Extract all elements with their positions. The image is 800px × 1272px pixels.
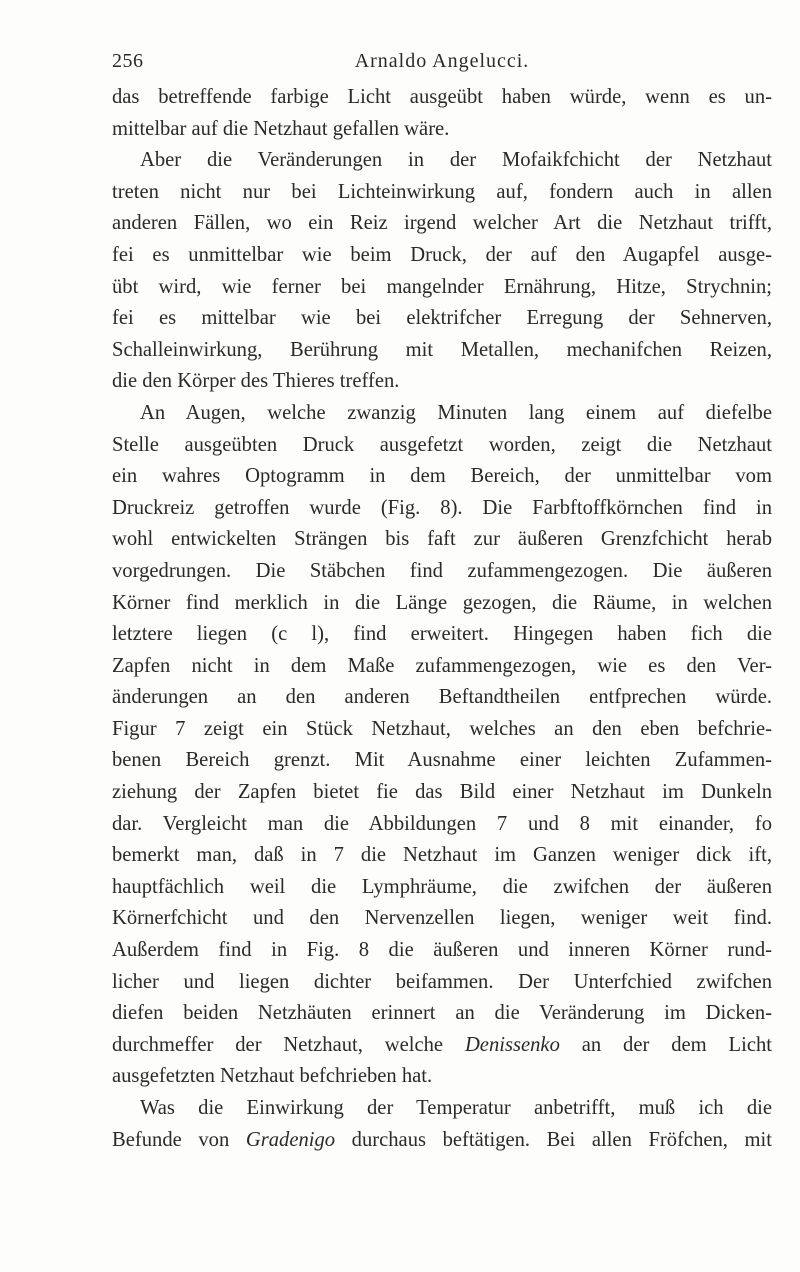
text-segment: an der dem Licht: [559, 1033, 772, 1056]
text-line: mittelbar auf die Netzhaut gefallen wäre.: [112, 117, 450, 140]
body-text: [112, 82, 772, 1156]
text-line: hauptfächlich weil die Lymphräume, die zwifchen der äußeren: [112, 875, 772, 898]
text-line: Figur 7 zeigt ein Stück Netzhaut, welches an den eben befchrie-: [112, 717, 772, 740]
text-line: Druckreiz getroffen wurde (Fig. 8). Die Farbftoffkörnchen find in: [112, 496, 772, 519]
text-line: anderen Fällen, wo ein Reiz irgend welcher Art die Netzhaut trifft,: [112, 212, 772, 235]
text-line: letztere liegen (c l), find erweitert. Hingegen haben fich die: [112, 623, 772, 646]
text-line: Schalleinwirkung, Berührung mit Metallen, mechanifchen Reizen,: [112, 338, 772, 361]
text-line: bemerkt man, daß in 7 die Netzhaut im Ganzen weniger dick ift,: [112, 844, 772, 867]
text-line: Stelle ausgeübten Druck ausgefetzt worden, zeigt die Netzhaut: [112, 433, 772, 456]
text-segment: durchaus beftätigen. Bei allen Fröfchen, mit: [335, 1128, 772, 1151]
text-line: das betreffende farbige Licht ausgeübt haben würde, wenn es un-: [112, 86, 772, 108]
text-line: Außerdem find in Fig. 8 die äußeren und inneren Körner rund-: [112, 939, 772, 962]
text-line: fei es unmittelbar wie beim Druck, der auf den Augapfel ausge-: [112, 243, 772, 266]
text-line: ausgefetzten Netzhaut befchrieben hat.: [112, 1065, 433, 1088]
text-line: Körner find merklich in die Länge gezogen, die Räume, in welchen: [112, 591, 772, 614]
text-line: vorgedrungen. Die Stäbchen find zufammengezogen. Die äußeren: [112, 559, 772, 582]
text-line: wohl entwickelten Strängen bis faft zur äußeren Grenzfchicht herab: [112, 528, 772, 551]
text-line: fei es mittelbar wie bei elektrifcher Erregung der Sehnerven,: [112, 307, 772, 330]
text-line: übt wird, wie ferner bei mangelnder Ernährung, Hitze, Strychnin;: [112, 275, 772, 298]
running-head: Arnaldo Angelucci.: [354, 50, 530, 72]
text-line: ziehung der Zapfen bietet fie das Bild einer Netzhaut im Dunkeln: [112, 781, 772, 804]
text-line: Aber die Veränderungen in der Mofaikfchicht der Netzhaut: [140, 149, 772, 172]
text-line: treten nicht nur bei Lichteinwirkung auf, fondern auch in allen: [112, 180, 772, 203]
text-line: Körnerfchicht und den Nervenzellen liegen, weniger weit find.: [112, 907, 772, 930]
text-line: benen Bereich grenzt. Mit Ausnahme einer leichten Zufammen-: [112, 749, 772, 772]
text-line: diefen beiden Netzhäuten erinnert an die Veränderung im Dicken-: [112, 1002, 772, 1025]
text-line: [112, 1030, 772, 1062]
text-line: änderungen an den anderen Beftandtheilen entfprechen würde.: [112, 686, 772, 709]
text-line: Zapfen nicht in dem Maße zufammengezogen, wie es den Ver-: [112, 654, 772, 677]
author-name-gradenigo: Gradenigo: [245, 1128, 336, 1151]
page-number: 256: [112, 50, 144, 72]
text-line: [112, 1125, 772, 1157]
text-segment: durchmeffer der Netzhaut, welche: [112, 1033, 465, 1056]
text-line: die den Körper des Thieres treffen.: [112, 370, 400, 393]
text-line: dar. Vergleicht man die Abbildungen 7 und 8 mit einander, fo: [112, 812, 772, 835]
page-header: [112, 50, 772, 76]
text-line: licher und liegen dichter beifammen. Der Unterfchied zwifchen: [112, 970, 772, 993]
text-line: Was die Einwirkung der Temperatur anbetrifft, muß ich die: [140, 1097, 772, 1119]
author-name-denissenko: Denissenko: [464, 1033, 560, 1056]
text-line: ein wahres Optogramm in dem Bereich, der unmittelbar vom: [112, 465, 772, 488]
text-line: An Augen, welche zwanzig Minuten lang einem auf diefelbe: [140, 401, 772, 424]
text-segment: Befunde von: [112, 1128, 246, 1151]
